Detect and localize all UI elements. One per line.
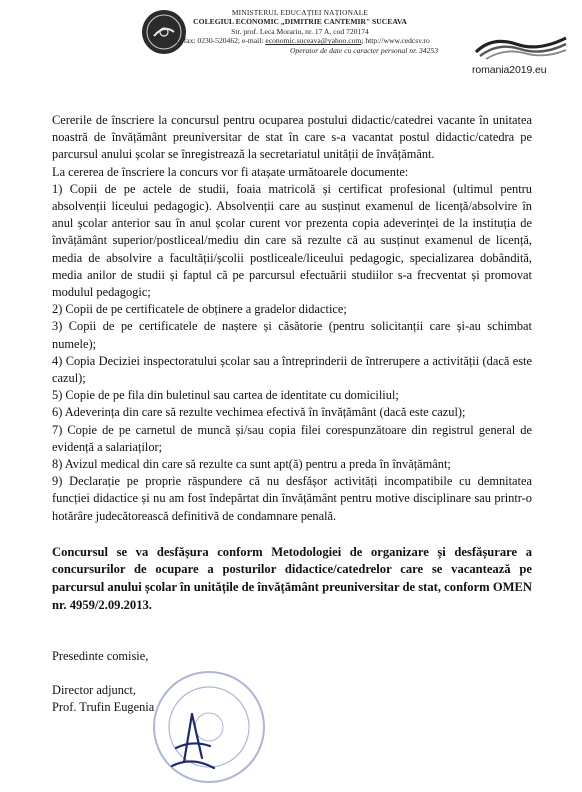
ministry-name: MINISTERUL EDUCAȚIEI NAȚIONALE: [231, 8, 369, 17]
list-item: 7) Copie de pe carnetul de muncă și/sau copia filei corespunzătoare din registrul general de evidență a salariaților;: [52, 422, 532, 454]
contact-prefix: tel./ fax: 0230-520462; e-mail:: [170, 36, 266, 46]
contact-middle: ; http://: [361, 36, 384, 46]
signer-name: Prof. Trufin Eugenia: [52, 700, 155, 714]
list-item: 8) Avizul medical din care să rezulte ca sunt apt(ă) pentru a preda în învățământ;: [52, 457, 451, 472]
letterhead: [0, 8, 582, 82]
handwritten-signature: [162, 710, 222, 774]
list-item: 3) Copii de pe certificatele de naștere și căsătorie (pentru solicitanții care și-au schimbat numele);: [52, 319, 532, 351]
logo-text: romania2019.eu: [472, 64, 547, 76]
intro-paragraph: Cererile de înscriere la concursul pentru ocuparea postului didactic/catedrei vacante în unitatea noastră de învățământ preuniversitar de stat în care s-a vacantat postul didactic/catedra pe parcursul anului școlar se înregistrează la secretariatul unității de învățământ.: [52, 113, 532, 162]
list-heading: La cererea de înscriere la concurs vor fi atașate următoarele documente:: [52, 164, 409, 179]
data-operator-note: Operator de date cu caracter personal nr. 34253: [289, 45, 438, 55]
college-address: Str. prof. Leca Morariu, nr. 17 A, cod 720174: [231, 26, 369, 36]
website-link[interactable]: www.cedcsv.ro: [383, 36, 430, 46]
list-item: 6) Adeverința din care să rezulte vechimea efectivă în învățământ (dacă este cazul);: [52, 405, 466, 420]
president-label: Presedinte comisie,: [52, 649, 149, 663]
list-item: 4) Copia Deciziei inspectoratului școlar sau a întreprinderii de întrerupere a activității (dacă este cazul);: [52, 353, 532, 386]
list-item: 1) Copii de pe actele de studii, foaia matricolă și certificat profesional (ultimul pentru absolvenții liceului pedagogic). Absolvenții care au susținut examenul de licență/absolvire în anul școlar anterior sau în anul școlar curent vor prezenta copia adeverinței de la instituția de învățământ superior/postliceal/mediu din care să rezulte că au susținut examenul de licență, media de absolvire a facultății/școlii postliceale/liceului pedagogic, specializarea dobândită, media anilor de studii și faptul că pe parcursul efectuării studiilor s-a frecventat și promovat modulul pedagogic;: [52, 181, 532, 300]
signer-role: Director adjunct,: [52, 683, 136, 697]
college-name: COLEGIUL ECONOMIC „DIMITRIE CANTEMIR" SUCEAVA: [193, 17, 407, 27]
list-item: 9) Declarație pe proprie răspundere că nu desfășor activități incompatibile cu demnitatea funcției didactice și nu am fost îndepărtat din învățământ pentru motive disciplinare sau printr-o hotărâre judecătorească definitivă de condamnare penală.: [52, 474, 532, 523]
list-item: 5) Copie de pe fila din buletinul sau cartea de identitate cu domiciliul;: [52, 388, 399, 403]
list-item: 2) Copii de pe certificatele de obținere a gradelor didactice;: [52, 302, 347, 317]
flag-wave-icon: [472, 32, 570, 62]
document-body: [52, 112, 532, 614]
romania2019-logo: [472, 32, 570, 80]
conclusion-paragraph: Concursul se va desfășura conform Metodologiei de organizare și desfășurare a concursurilor de ocupare a posturilor didactice/catedrelor care se vacantează pe parcursul anului școlar în unitățile de învățământ preuniversitar de stat, conform OMEN nr. 4959/2.09.2013.: [52, 544, 532, 612]
email-link[interactable]: economic.suceava@yahoo.com: [265, 36, 362, 46]
contact-line: [150, 36, 450, 45]
institution-block: [150, 8, 450, 55]
signature-block: [52, 648, 154, 716]
